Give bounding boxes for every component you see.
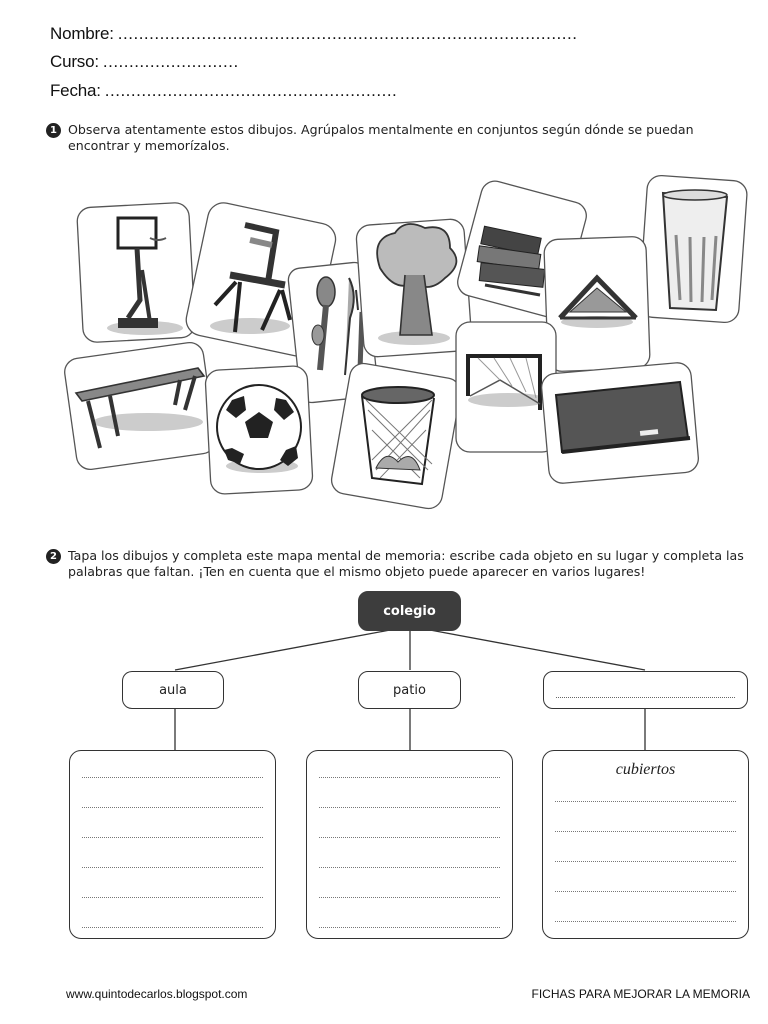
writing-line <box>82 777 263 778</box>
writing-line <box>82 897 263 898</box>
writing-line <box>555 891 736 892</box>
writing-line <box>555 861 736 862</box>
writing-line <box>82 927 263 928</box>
writing-line <box>319 897 500 898</box>
writing-line <box>555 921 736 922</box>
handwritten-answer: cubiertos <box>615 761 676 778</box>
mindmap-branch-blank[interactable] <box>543 671 748 709</box>
name-dots: ........................................................................................ <box>117 24 578 43</box>
writing-line <box>319 807 500 808</box>
branch-aula-label: aula <box>159 682 187 698</box>
writing-box-patio[interactable] <box>306 750 513 939</box>
writing-line <box>319 867 500 868</box>
mindmap-root-node <box>358 591 461 631</box>
branch-blank-writing-line <box>556 697 735 698</box>
exercise-2-text: Tapa los dibujos y completa este mapa mental de memoria: escribe cada objeto en su lugar y completa las palabras que faltan. ¡Ten en cuenta que el mismo objeto puede aparecer en varios lugares! <box>68 548 744 579</box>
course-label: Curso: <box>50 52 99 71</box>
writing-line <box>319 777 500 778</box>
course-dots: .......................... <box>102 52 239 71</box>
footer-website: www.quintodecarlos.blogspot.com <box>66 987 248 1001</box>
writing-box-aula[interactable] <box>69 750 276 939</box>
mindmap-branch-aula[interactable] <box>122 671 224 709</box>
name-label: Nombre: <box>50 24 114 43</box>
writing-line <box>555 831 736 832</box>
exercise-1-text: Observa atentamente estos dibujos. Agrúpalos mentalmente en conjuntos según dónde se puedan encontrar y memorízalos. <box>68 122 694 153</box>
writing-line <box>319 837 500 838</box>
exercise-2-number: 2 <box>46 549 61 564</box>
mindmap-root-label: colegio <box>383 603 436 619</box>
writing-line <box>555 801 736 802</box>
writing-line <box>82 867 263 868</box>
writing-line <box>82 837 263 838</box>
exercise-1-number: 1 <box>46 123 61 138</box>
writing-line <box>319 927 500 928</box>
footer-title: FICHAS PARA MEJORAR LA MEMORIA <box>531 987 750 1001</box>
mindmap-branch-patio[interactable] <box>358 671 461 709</box>
writing-line <box>82 807 263 808</box>
writing-box-third[interactable] <box>542 750 749 939</box>
date-label: Fecha: <box>50 81 101 100</box>
date-dots: ........................................................ <box>104 81 398 100</box>
branch-patio-label: patio <box>393 682 426 698</box>
